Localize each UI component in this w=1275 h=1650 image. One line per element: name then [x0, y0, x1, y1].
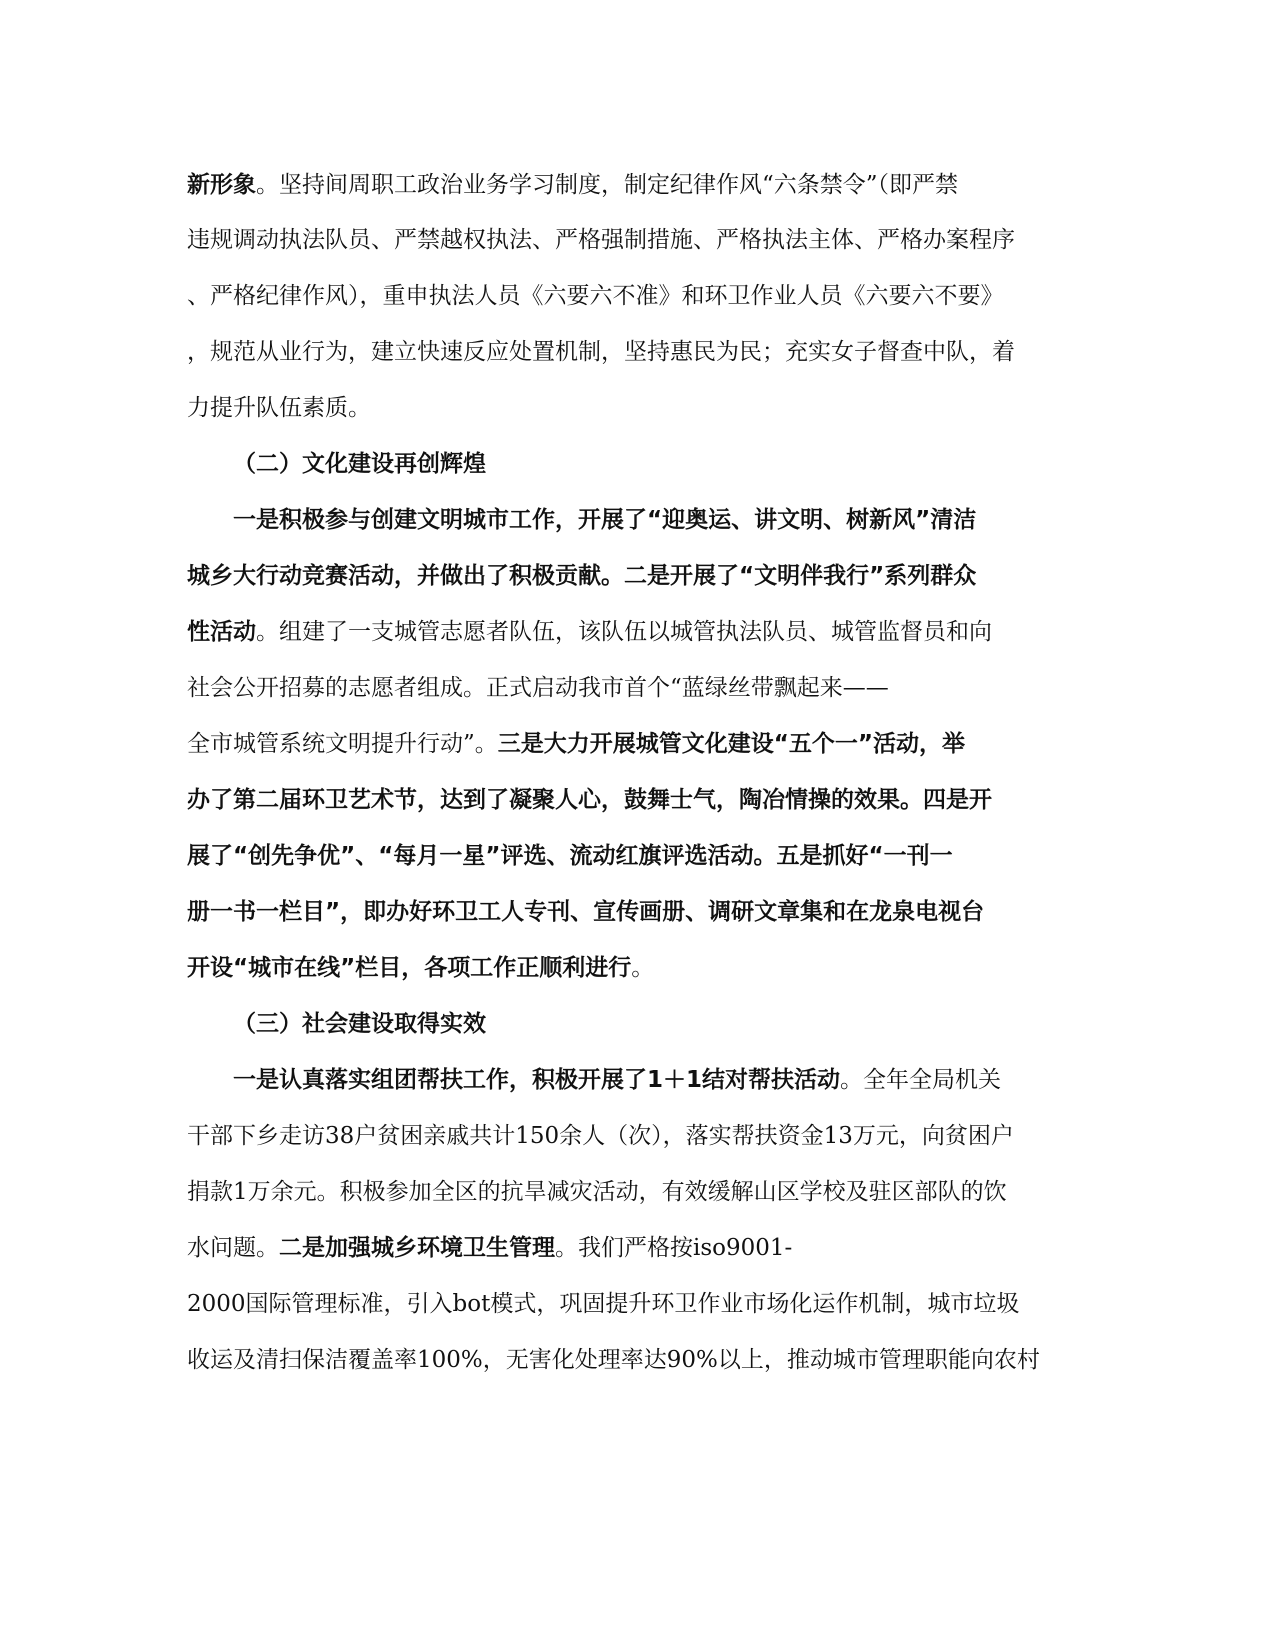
text-line	[187, 892, 1087, 932]
text-run: 。组建了一支城管志愿者队伍，该队伍以城管执法队员、城管监督员和向	[256, 619, 992, 645]
text-line	[233, 500, 1133, 540]
bold-run: 城乡大行动竞赛活动，并做出了积极贡献。二是开展了“文明伴我行”系列群众	[187, 563, 977, 589]
text-run: 。	[631, 955, 655, 981]
text-line	[187, 836, 1087, 876]
bold-run: 开设“城市在线”栏目，各项工作正顺利进行	[187, 955, 632, 981]
text-line	[187, 220, 1087, 260]
text-line	[187, 780, 1087, 820]
text-run: 全市城管系统文明提升行动”。	[187, 731, 498, 757]
bold-run: 新形象	[187, 172, 256, 198]
bold-run: 性活动	[187, 619, 256, 645]
text-line	[233, 1060, 1133, 1100]
section-heading	[233, 1004, 1133, 1044]
bold-run: 三是大力开展城管文化建设“五个一”活动，举	[497, 731, 965, 757]
text-run: 。全年全局机关	[840, 1067, 1002, 1093]
text-run: 力提升队伍素质。	[187, 395, 371, 421]
text-run: 水问题。	[187, 1235, 279, 1261]
text-line	[187, 668, 1087, 708]
text-run: 、严格纪律作风），重申执法人员《六要六不准》和环卫作业人员《六要六不要》	[187, 283, 1004, 309]
text-line	[187, 612, 1087, 652]
text-line	[187, 1116, 1087, 1156]
bold-run: 展了“创先争优”、“每月一星”评选、流动红旗评选活动。五是抓好“一刊一	[187, 843, 953, 869]
text-run: 违规调动执法队员、严禁越权执法、严格强制措施、严格执法主体、严格办案程序	[187, 227, 1015, 253]
bold-run: 办了第二届环卫艺术节，达到了凝聚人心，鼓舞士气，陶冶情操的效果。四是开	[187, 787, 992, 813]
text-line	[187, 332, 1087, 372]
heading-text: （三）社会建设取得实效	[233, 1011, 486, 1037]
section-heading	[233, 444, 1133, 484]
heading-text: （二）文化建设再创辉煌	[233, 451, 486, 477]
text-run: 捐款1万余元。积极参加全区的抗旱减灾活动，有效缓解山区学校及驻区部队的饮	[187, 1179, 1007, 1205]
text-line	[187, 165, 1087, 205]
bold-run: 一是认真落实组团帮扶工作，积极开展了1＋1结对帮扶活动	[233, 1067, 841, 1093]
text-run: 社会公开招募的志愿者组成。正式启动我市首个“蓝绿丝带飘起来——	[187, 675, 889, 701]
text-line	[187, 1172, 1087, 1212]
text-run: 收运及清扫保洁覆盖率100%，无害化处理率达90%以上，推动城市管理职能向农村	[187, 1347, 1040, 1373]
bold-run: 二是加强城乡环境卫生管理	[279, 1235, 555, 1261]
text-line	[187, 388, 1087, 428]
text-line	[187, 1284, 1087, 1324]
text-line	[187, 1228, 1087, 1268]
text-run: 2000国际管理标准，引入bot模式，巩固提升环卫作业市场化运作机制，城市垃圾	[187, 1291, 1020, 1317]
text-line	[187, 724, 1087, 764]
text-run: 。坚持间周职工政治业务学习制度，制定纪律作风“六条禁令”（即严禁	[256, 172, 959, 198]
bold-run: 一是积极参与创建文明城市工作，开展了“迎奥运、讲文明、树新风”清洁	[233, 507, 977, 533]
text-run: 。我们严格按iso9001-	[555, 1235, 793, 1261]
text-line	[187, 1340, 1087, 1380]
text-line	[187, 556, 1087, 596]
bold-run: 册一书一栏目”，即办好环卫工人专刊、宣传画册、调研文章集和在龙泉电视台	[187, 899, 985, 925]
text-run: ，规范从业行为，建立快速反应处置机制，坚持惠民为民；充实女子督查中队，着	[187, 339, 1015, 365]
text-line	[187, 948, 1087, 988]
text-line	[187, 276, 1087, 316]
text-run: 干部下乡走访38户贫困亲戚共计150余人（次），落实帮扶资金13万元，向贫困户	[187, 1123, 1014, 1149]
